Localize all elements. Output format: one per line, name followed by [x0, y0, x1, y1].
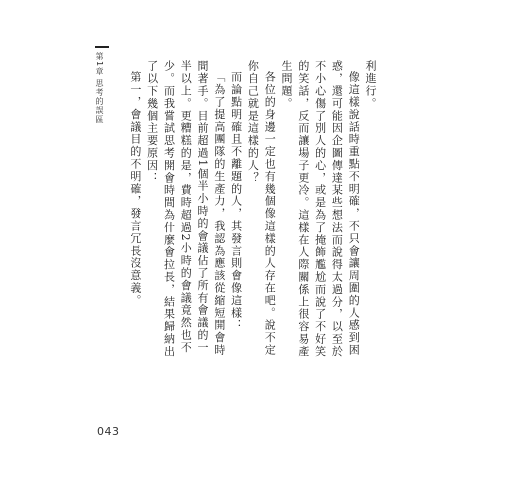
chapter-number: 第1章	[95, 52, 104, 77]
chapter-header	[94, 52, 105, 124]
paragraph: 利進行。	[364, 60, 377, 110]
chapter-title: 思考的誤區	[95, 79, 104, 125]
paragraph: 而論點明確且不離題的人，其發言則會像這樣：	[229, 71, 243, 332]
paragraph: 第一，會議目的不明確，發言冗長沒意義。	[128, 71, 142, 307]
chapter-rule	[95, 46, 109, 48]
paragraph: 像這樣說話時重點不明確，不只會讓周圍的人感到困惑，還可能因企圖傳達某些想法而說得太過分，以至於不小心傷了別人的心，或是為了掩飾尷尬而說了不好笑的笑話，反而讓場子更冷。這樣在人際關係上很容易產生問題。	[280, 60, 361, 358]
body-text	[128, 60, 378, 360]
page-number: 043	[97, 425, 120, 438]
paragraph: 各位的身邊一定也有幾個像這樣的人存在吧。說不定你自己就是這樣的人？	[246, 60, 277, 357]
quote-paragraph: 「為了提高團隊的生產力，我認為應該從縮短開會時間著手。目前超過1個半小時的會議佔了所有會議的一半以上。更糟糕的是，費時超過2小時的會議竟然也不少。而我嘗試思考開會時間為什麼會拉長，結果歸納出了以下幾個主要原因：	[145, 60, 226, 358]
